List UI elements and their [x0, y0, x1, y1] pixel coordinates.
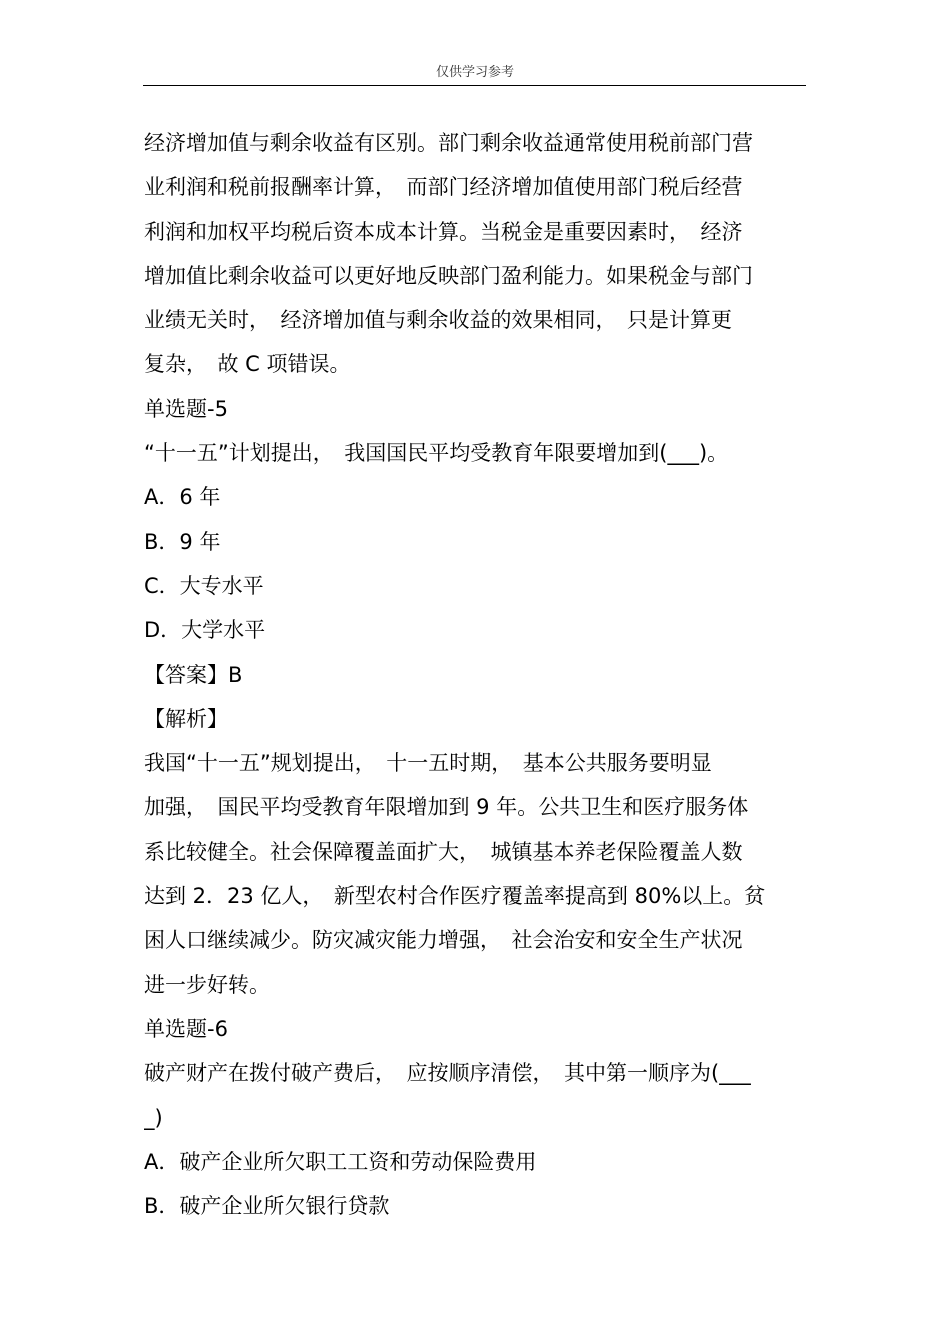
option-a: A．6 年	[144, 485, 221, 510]
text-line: 困人口继续减少。防灾减灾能力增强， 社会治安和安全生产状况	[144, 928, 743, 953]
answer-label: 【答案】B	[144, 662, 243, 687]
text-line: 进一步好转。	[144, 972, 270, 997]
question-heading: 单选题-6	[144, 1016, 228, 1041]
question-text: _)	[144, 1105, 163, 1130]
option-a: A．破产企业所欠职工工资和劳动保险费用	[144, 1149, 537, 1174]
text-line: 达到 2．23 亿人， 新型农村合作医疗覆盖率提高到 80%以上。贫	[144, 884, 766, 909]
text-line: 增加值比剩余收益可以更好地反映部门盈利能力。如果税金与部门	[144, 263, 753, 288]
text-line: 业利润和税前报酬率计算， 而部门经济增加值使用部门税后经营	[144, 175, 743, 200]
text-line: 系比较健全。社会保障覆盖面扩大， 城镇基本养老保险覆盖人数	[144, 839, 743, 864]
option-b: B．破产企业所欠银行贷款	[144, 1194, 390, 1219]
text-line: 加强， 国民平均受教育年限增加到 9 年。公共卫生和医疗服务体	[144, 795, 749, 820]
text-line: 利润和加权平均税后资本成本计算。当税金是重要因素时， 经济	[144, 219, 743, 244]
analysis-label: 【解析】	[144, 706, 228, 731]
header-divider	[143, 85, 806, 86]
question-heading: 单选题-5	[144, 396, 228, 421]
document-body	[144, 121, 812, 1228]
text-line: 我国“十一五”规划提出， 十一五时期， 基本公共服务要明显	[144, 751, 712, 776]
option-d: D．大学水平	[144, 618, 266, 643]
option-b: B．9 年	[144, 529, 221, 554]
question-text: 破产财产在拨付破产费后， 应按顺序清偿， 其中第一顺序为(___	[144, 1061, 751, 1086]
option-c: C．大专水平	[144, 573, 264, 598]
page-header: 仅供学习参考	[435, 65, 514, 80]
text-line: 经济增加值与剩余收益有区别。部门剩余收益通常使用税前部门营	[144, 131, 753, 155]
question-text: “十一五”计划提出， 我国国民平均受教育年限要增加到(___)。	[144, 441, 729, 466]
text-line: 业绩无关时， 经济增加值与剩余收益的效果相同， 只是计算更	[144, 308, 732, 333]
text-line: 复杂， 故 C 项错误。	[144, 352, 351, 377]
